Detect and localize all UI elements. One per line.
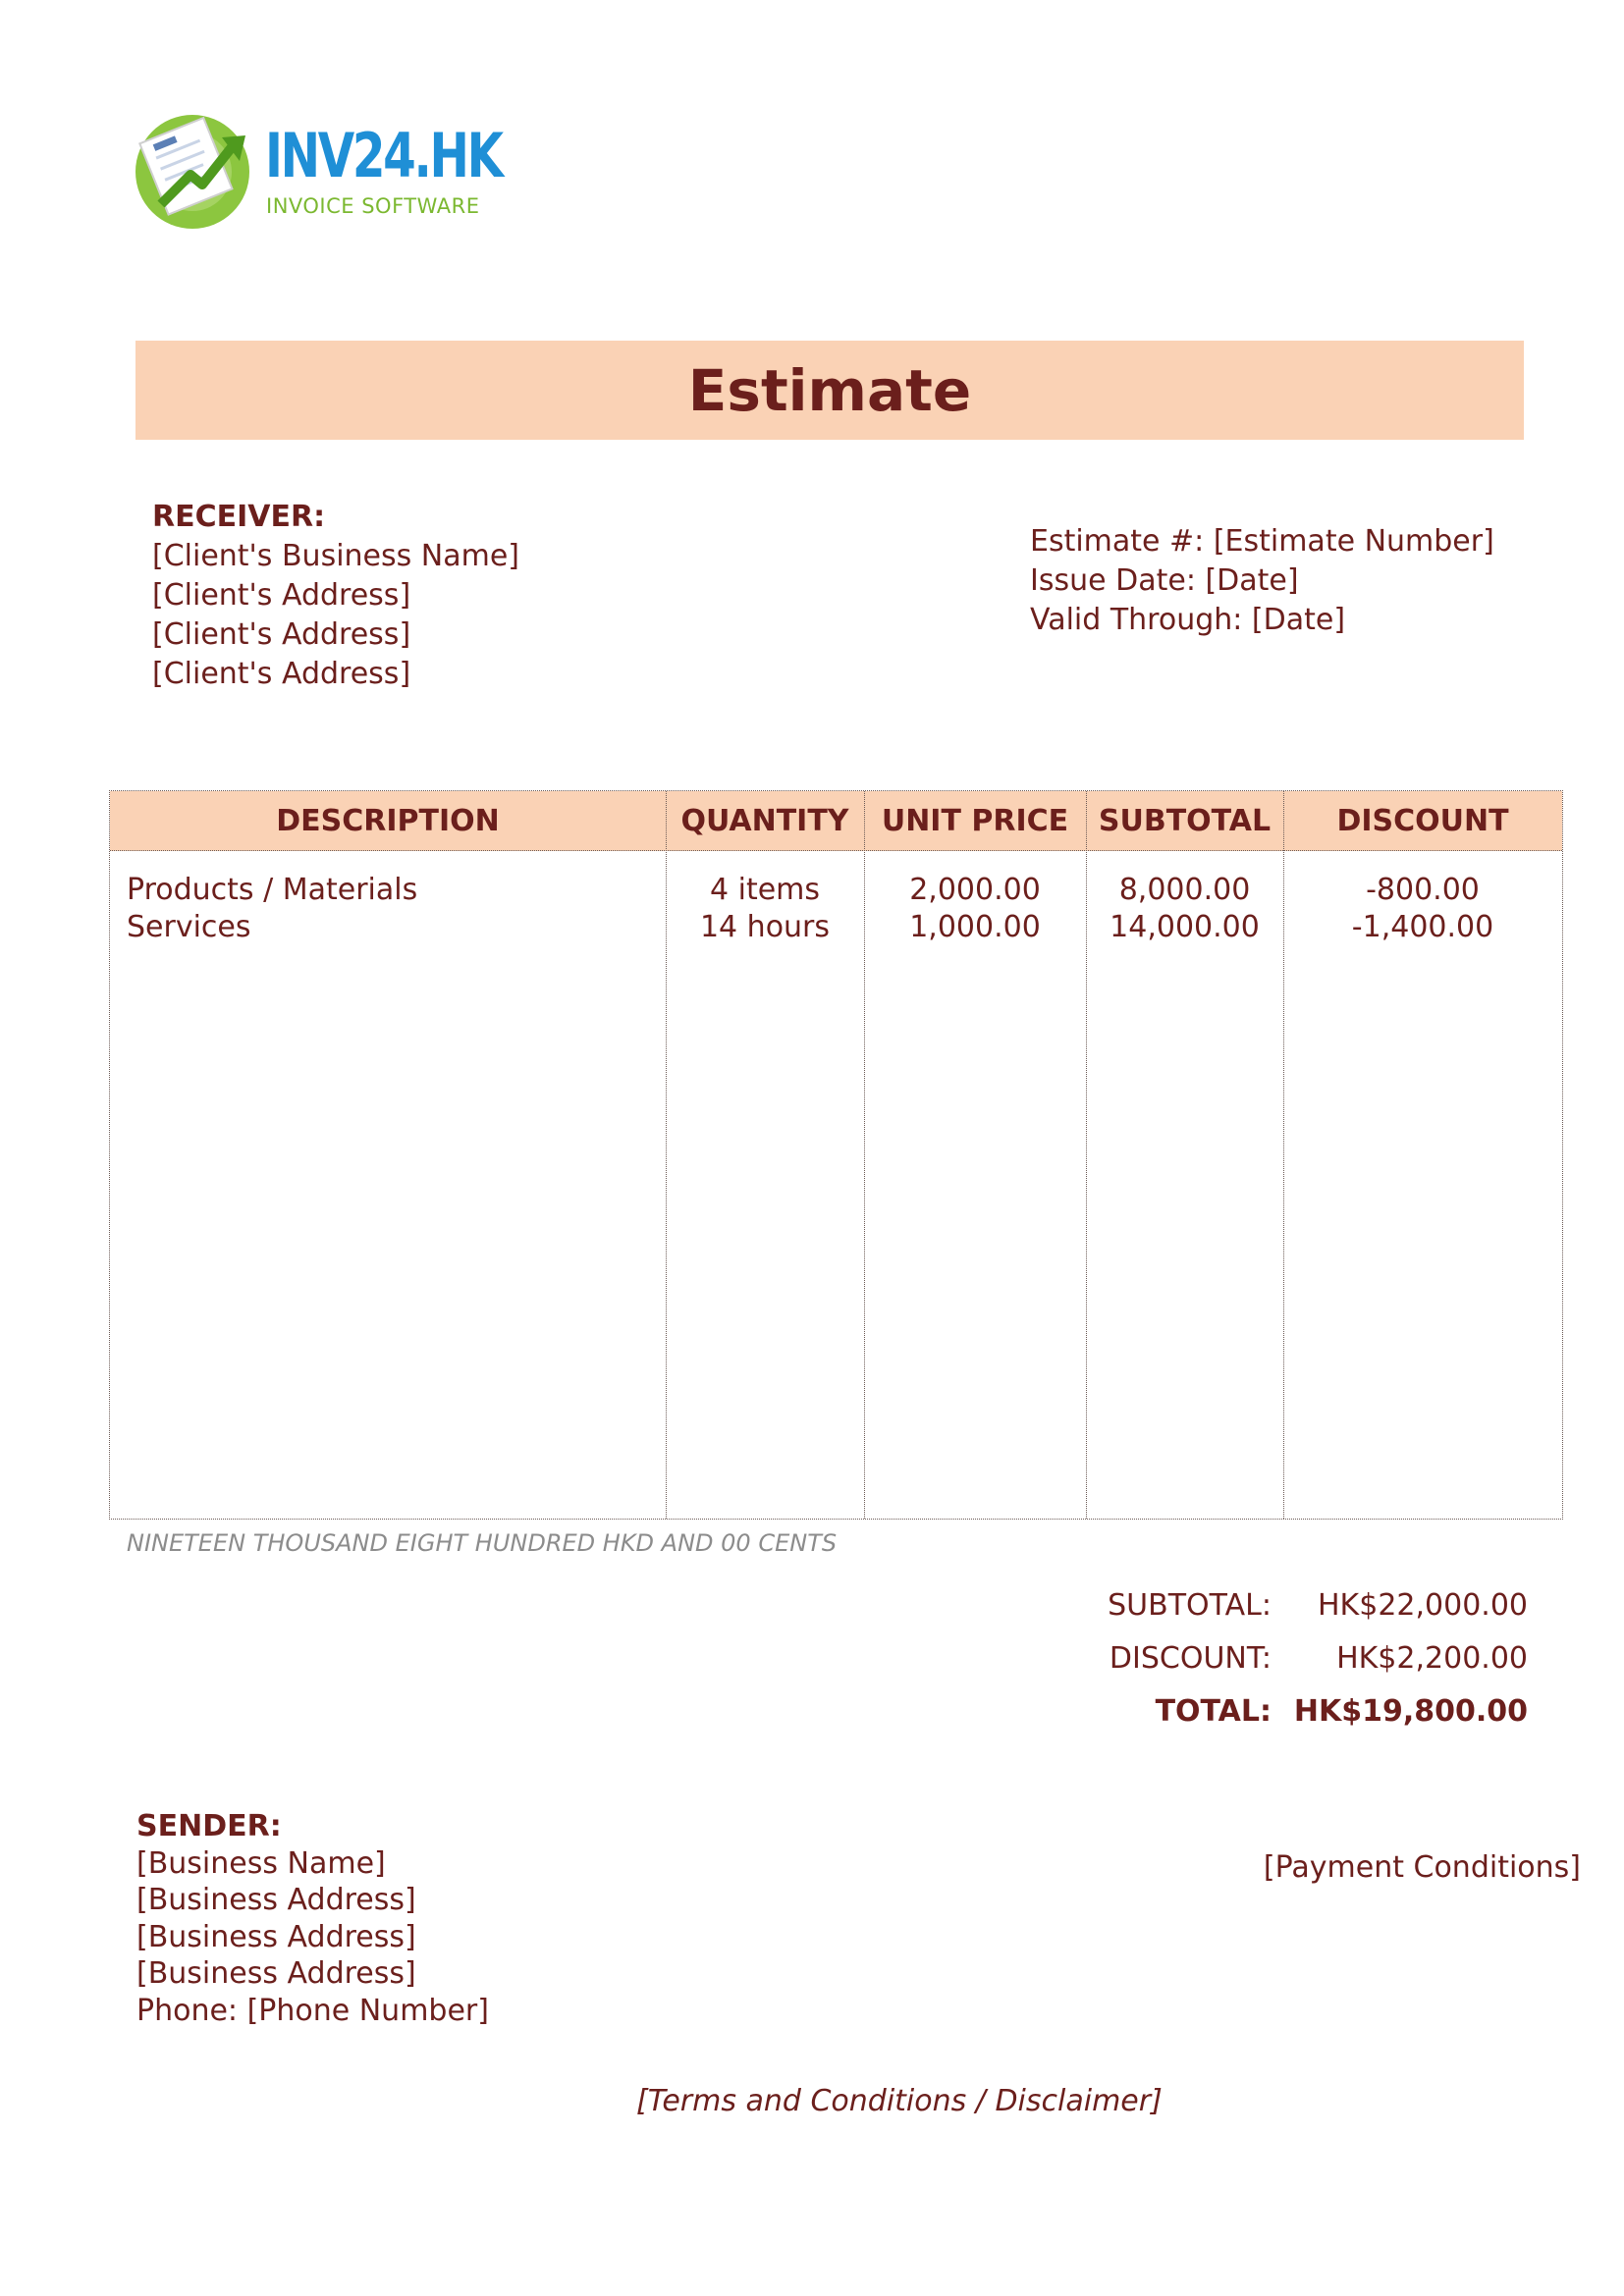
table-cell: Services (127, 910, 251, 944)
receiver-heading: RECEIVER: (152, 500, 326, 534)
sender-line: [Business Address] (136, 1919, 416, 1954)
terms-and-conditions: [Terms and Conditions / Disclaimer] (636, 2084, 1163, 2118)
quantity-column (666, 872, 864, 946)
items-table (109, 790, 1563, 1520)
table-cell: 4 items (709, 873, 821, 907)
title-banner (135, 341, 1524, 440)
description-column (127, 872, 417, 946)
table-cell: 1,000.00 (909, 910, 1041, 944)
discount-label: DISCOUNT: (1109, 1641, 1272, 1676)
unit-price-column (864, 872, 1086, 946)
total-value: HK$19,800.00 (1293, 1694, 1528, 1729)
receiver-line: [Client's Address] (152, 578, 411, 613)
discount-value: HK$2,200.00 (1336, 1641, 1528, 1676)
subtotal-row (1070, 1588, 1528, 1641)
document-title: Estimate (687, 356, 972, 424)
receiver-line: [Client's Business Name] (152, 539, 520, 573)
valid-through: Valid Through: [Date] (1030, 603, 1346, 637)
issue-date: Issue Date: [Date] (1030, 563, 1299, 598)
totals-block (1070, 1588, 1528, 1747)
subtotal-label: SUBTOTAL: (1108, 1588, 1272, 1623)
header-subtotal: SUBTOTAL (1098, 804, 1272, 838)
header-description: DESCRIPTION (276, 804, 500, 838)
subtotal-value: HK$22,000.00 (1318, 1588, 1528, 1623)
sender-line: [Business Address] (136, 1883, 416, 1917)
logo-tagline: INVOICE SOFTWARE (266, 194, 480, 218)
discount-column (1283, 872, 1562, 946)
payment-conditions: [Payment Conditions] (1263, 1850, 1581, 1885)
table-cell: 14 hours (699, 910, 831, 944)
sender-heading: SENDER: (136, 1809, 282, 1843)
table-cell: 8,000.00 (1118, 873, 1251, 907)
receiver-block (152, 498, 519, 694)
sender-line: Phone: [Phone Number] (136, 1993, 489, 2028)
header-quantity: QUANTITY (680, 804, 849, 838)
receiver-line: [Client's Address] (152, 657, 411, 691)
logo-wordmark: INV24.HK (265, 120, 502, 191)
estimate-meta (1030, 522, 1494, 640)
table-cell: -800.00 (1366, 873, 1480, 907)
table-cell: 14,000.00 (1110, 910, 1260, 944)
table-cell: 2,000.00 (909, 873, 1041, 907)
company-logo (132, 106, 505, 234)
sender-line: [Business Name] (136, 1845, 386, 1881)
estimate-number: Estimate #: [Estimate Number] (1030, 524, 1494, 559)
table-cell: -1,400.00 (1351, 910, 1494, 944)
discount-row (1070, 1641, 1528, 1694)
logo-emblem-icon (132, 106, 259, 234)
total-row (1070, 1694, 1528, 1747)
header-unit-price: UNIT PRICE (881, 804, 1069, 838)
header-discount: DISCOUNT (1336, 804, 1509, 838)
amount-in-words: NINETEEN THOUSAND EIGHT HUNDRED HKD AND 00 CENTS (127, 1529, 838, 1557)
sender-line: [Business Address] (136, 1956, 416, 1991)
sender-block (136, 1808, 489, 2029)
table-cell: Products / Materials (127, 873, 418, 907)
subtotal-column (1086, 872, 1283, 946)
receiver-line: [Client's Address] (152, 617, 411, 652)
total-label: TOTAL: (1155, 1694, 1272, 1729)
